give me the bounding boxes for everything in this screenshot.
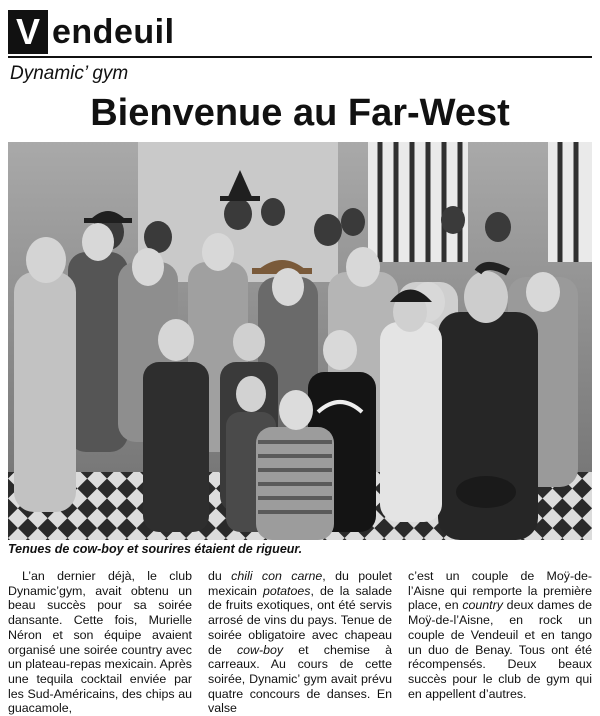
group-photo <box>8 142 592 540</box>
group-photo-illustration <box>8 142 592 540</box>
masthead-rule <box>8 56 592 58</box>
article-column-2-text <box>208 569 392 716</box>
emphasis-run: cow-boy <box>236 642 284 657</box>
rubric: Dynamic’ gym <box>10 63 129 84</box>
article-column-2 <box>208 569 392 716</box>
article-column-3 <box>408 569 592 701</box>
text-run: deux dames de Moÿ-de-l’Aisne, en rock un couple de Vendeuil et en tango un duo de Benay. Tous ont été récompensés. Deux beaux succès pour le club de gym qui en appellent d’autres. <box>408 598 592 701</box>
article-column-3-text <box>408 569 592 701</box>
emphasis-run: country <box>462 598 503 613</box>
masthead <box>8 6 592 58</box>
emphasis-run: chili con carne <box>231 569 323 583</box>
headline: Bienvenue au Far-West <box>90 92 510 134</box>
text-run: , de la salade de fruits exotiques, ont été servis arrosé de vins du pays. Tenue de soirée obligatoire avec chapeau de <box>208 583 392 657</box>
masthead-locality: endeuil <box>52 13 175 51</box>
masthead-initial: V <box>8 10 48 54</box>
text-run: , du poulet mexicain <box>208 569 392 598</box>
photo-caption: Tenues de cow-boy et sourires étaient de rigueur. <box>8 542 303 556</box>
article-column-1-text: L’an dernier déjà, le club Dynamic’gym, avait obtenu un beau succès pour sa soirée dansante. Cette fois, Murielle Néron et son équipe avaient organisé une soirée country avec un plateau-repas mexicain. Après une tequila cocktail enviée par les Sud-Américains, des chips au guacamole, <box>8 569 192 716</box>
emphasis-run: potatoes <box>262 583 311 598</box>
article-body <box>8 569 592 716</box>
text-run: et chemise à carreaux. Au cours de cette soirée, Dynamic’ gym avait prévu quatre concours de danses. En valse <box>208 642 392 716</box>
text-run: du <box>208 569 232 583</box>
article-column-1 <box>8 569 192 716</box>
text-run: c’est un couple de Moÿ-de-l’Aisne qui remporte la première place, en <box>408 569 592 613</box>
